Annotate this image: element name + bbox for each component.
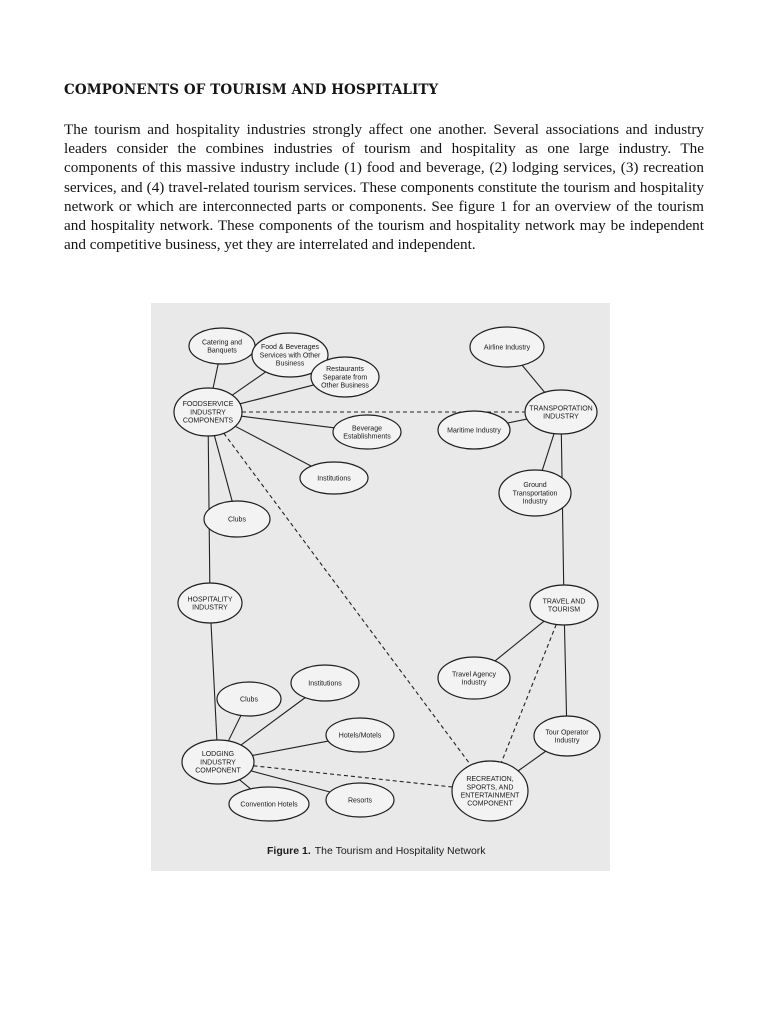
figure-caption: Figure 1. The Tourism and Hospitality Network [267, 845, 486, 857]
node-recreation [452, 761, 528, 821]
node-label: TRANSPORTATION [529, 405, 593, 413]
node-label: TOURISM [547, 606, 581, 614]
node-label: Institutions [308, 680, 342, 688]
node-label: Restaurants [326, 366, 364, 374]
node-institutions-food [300, 462, 368, 494]
node-ground [499, 470, 571, 516]
node-label: Resorts [347, 797, 373, 805]
node-label: INDUSTRY [200, 759, 236, 767]
link-travel-tour_operator [564, 625, 566, 716]
node-label: Institutions [317, 475, 351, 483]
node-label: Beverage [352, 425, 382, 433]
link-lodging-convention [239, 780, 250, 789]
node-convention [229, 787, 309, 821]
node-maritime [438, 411, 510, 449]
link-hospitality-lodging [211, 623, 217, 740]
node-label: Catering and [201, 339, 243, 347]
node-label: Travel Agency [451, 671, 497, 679]
node-label: Clubs [228, 516, 246, 524]
intro-paragraph: The tourism and hospitality industries strongly affect one another. Several associations and industry leaders consider the combines industries of tourism and hospitality as one large industry. The components of this massive industry include (1) food and beverage, (2) lodging services, (3) recreation services, and (4) travel-related tourism services. These components constitute the tourism and hospitality network or which are interconnected parts or components. See figure 1 for an overview of the tourism and hospitality network. These components of the tourism and hospitality network may be independent and competitive business, yet they are interrelated and independent. [64, 121, 704, 254]
node-label: SPORTS, AND [466, 784, 514, 792]
node-label: RECREATION, [466, 776, 514, 784]
link-foodservice-food_bev_services [232, 372, 265, 395]
node-label: Business [275, 360, 305, 368]
node-clubs-lodging [217, 682, 281, 716]
link-lodging-clubs_lodging [228, 715, 241, 740]
node-label: Industry [554, 737, 580, 745]
node-label: COMPONENTS [182, 417, 234, 425]
node-label: COMPONENT [195, 767, 241, 775]
node-label: Services with Other [259, 352, 321, 360]
node-lodging [182, 740, 254, 784]
node-travel [530, 585, 598, 625]
node-label: INDUSTRY [190, 409, 226, 417]
node-label: FOODSERVICE [182, 401, 234, 409]
node-label: Establishments [343, 433, 391, 441]
link-travel-travel_agency [495, 621, 544, 661]
node-label: LODGING [201, 751, 235, 759]
node-label: Separate from [322, 374, 368, 382]
node-hospitality [178, 583, 242, 623]
node-label: Banquets [207, 347, 237, 355]
node-label: Industry [461, 679, 487, 687]
node-label: Tour Operator [545, 729, 589, 737]
page-heading: COMPONENTS OF TOURISM AND HOSPITALITY [64, 82, 439, 98]
node-tour-operator [534, 716, 600, 756]
link-lodging-hotels [252, 741, 328, 755]
node-foodservice [174, 388, 242, 436]
node-label: ENTERTAINMENT [460, 792, 520, 800]
node-label: Ground [523, 482, 547, 490]
link-transportation-airline [522, 365, 545, 392]
node-label: Convention Hotels [240, 801, 298, 809]
link-transportation-ground [542, 434, 554, 471]
link-foodservice-restaurants [240, 385, 314, 404]
node-label: HOSPITALITY [187, 596, 233, 604]
link-foodservice-clubs_food [214, 436, 232, 502]
node-institutions-lodging [291, 665, 359, 701]
network-diagram [151, 303, 610, 871]
node-transportation [525, 390, 597, 434]
node-label: COMPONENT [467, 800, 513, 808]
node-resorts [326, 783, 394, 817]
node-label: Food & Beverages [261, 344, 319, 352]
link-foodservice-institutions_food [235, 426, 311, 466]
node-label: Maritime Industry [447, 427, 501, 435]
node-hotels [326, 718, 394, 752]
node-label: Hotels/Motels [338, 732, 382, 740]
node-clubs-food [204, 501, 270, 537]
node-airline [470, 327, 544, 367]
node-beverage [333, 415, 401, 449]
link-transportation-maritime [508, 419, 527, 423]
node-label: Airline Industry [483, 344, 531, 352]
link-foodservice-beverage [241, 416, 334, 428]
node-label: Transportation [512, 490, 558, 498]
node-restaurants [311, 357, 379, 397]
node-label: Industry [522, 498, 548, 506]
link-foodservice-catering [213, 364, 218, 388]
node-label: TRAVEL AND [542, 598, 586, 606]
link-transportation-travel [561, 434, 563, 585]
node-label: INDUSTRY [543, 413, 579, 421]
link-tour_operator-recreation [518, 751, 545, 771]
node-label: Other Business [321, 382, 369, 390]
node-label: INDUSTRY [192, 604, 228, 612]
node-catering [189, 328, 255, 364]
node-travel-agency [438, 657, 510, 699]
network-figure [151, 303, 610, 871]
node-label: Clubs [240, 696, 258, 704]
